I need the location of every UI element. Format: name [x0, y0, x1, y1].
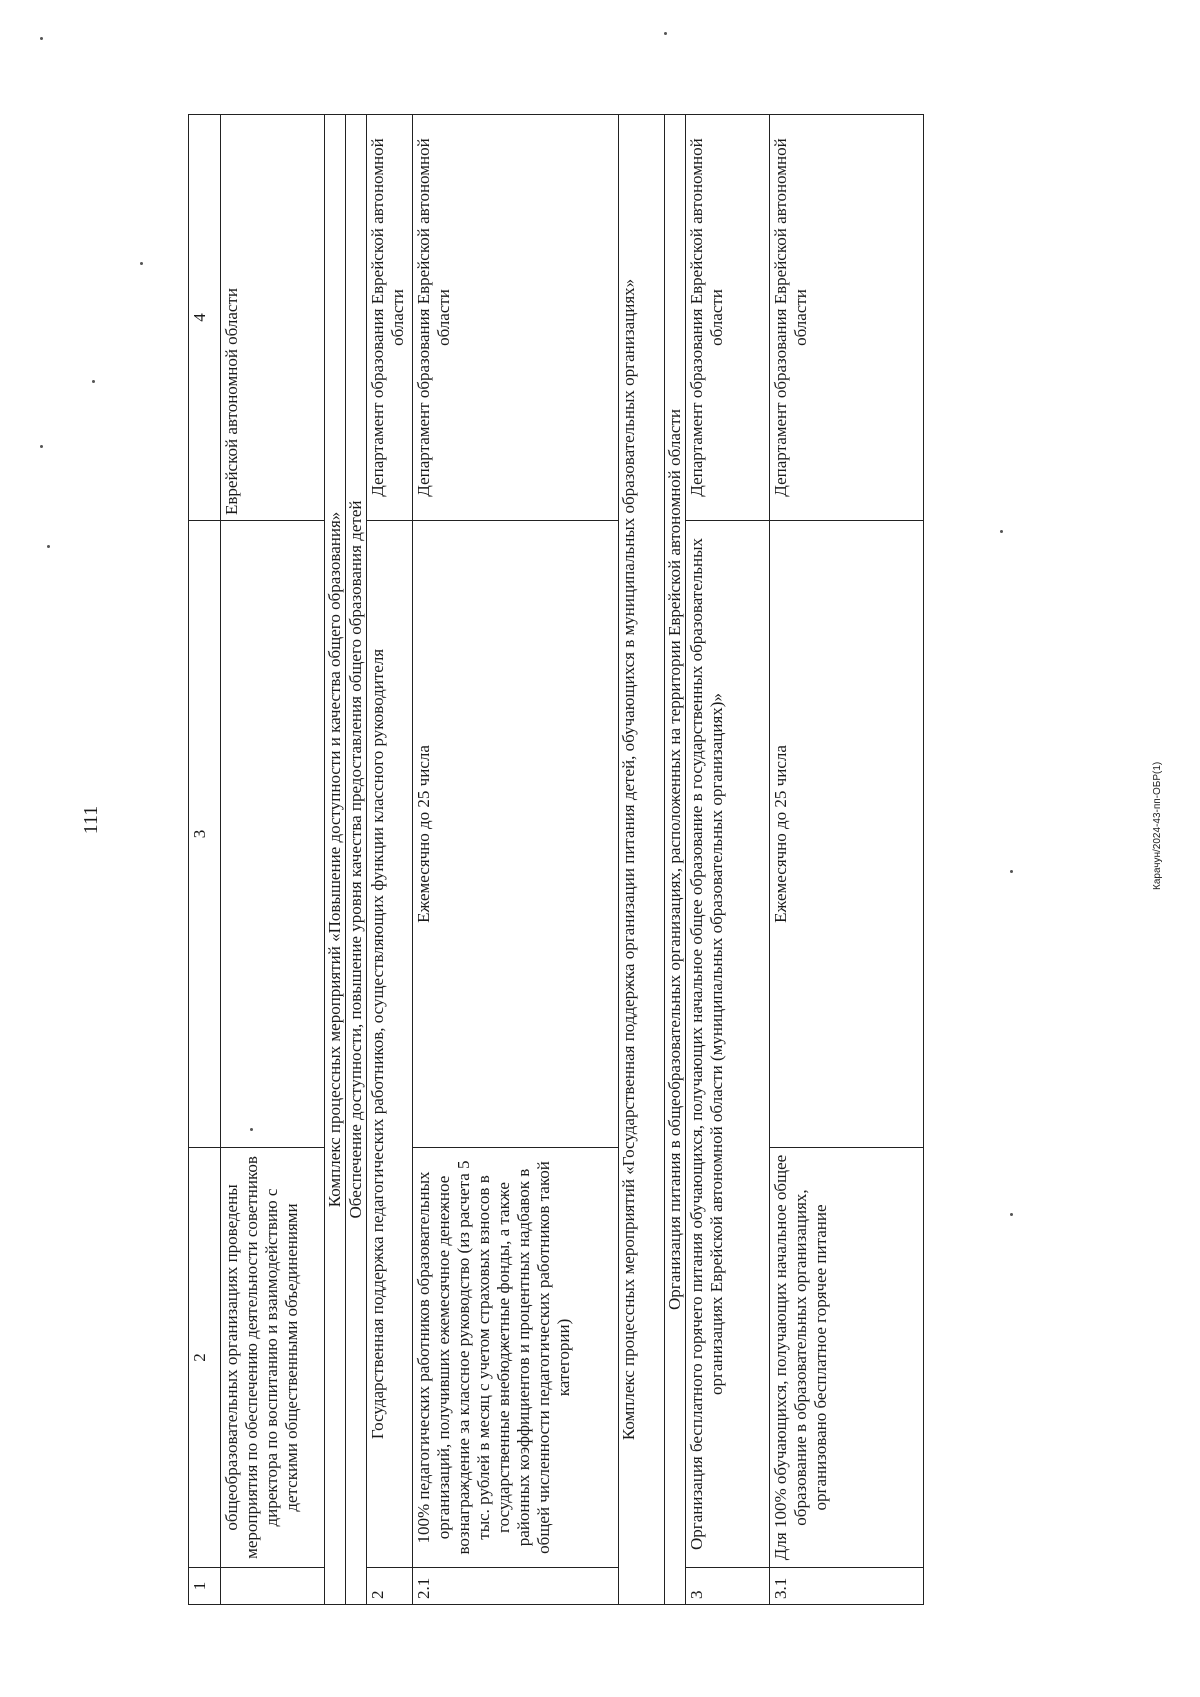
page-number: 111: [80, 805, 102, 835]
scan-speck: [1010, 870, 1013, 873]
rotated-table-wrapper: [188, 115, 920, 1605]
scan-speck: [140, 262, 143, 265]
scan-speck: [664, 32, 667, 35]
row-responsible: Департамент образования Еврейской автономной области: [686, 115, 770, 521]
row-description: 100% педагогических работников образовательных организаций, получивших ежемесячное денежное вознаграждение за классное руководство (из расчета 5 тыс. рублей в месяц с учетом страховых взносов в государственные внебюджетные фонды, а также районных коэффициентов и процентных надбавок в общей численности педагогических работников такой категории): [413, 1148, 619, 1568]
scan-speck: [40, 445, 43, 448]
header-col-1: 1: [189, 1568, 221, 1605]
section-row: [619, 115, 665, 1605]
section-title: Комплекс процессных мероприятий «Повышение доступности и качества общего образования»: [325, 115, 346, 1605]
scan-speck: [1000, 530, 1003, 533]
header-col-2: 2: [189, 1148, 221, 1568]
scan-speck: [92, 380, 95, 383]
subsection-row: [346, 115, 367, 1605]
document-code: Карачун/2024-43-пп-ОБР(1): [1152, 761, 1163, 890]
row-number: 3.1: [770, 1568, 924, 1605]
row-number: [221, 1568, 325, 1605]
row-number: 2: [367, 1568, 413, 1605]
scan-speck: [47, 545, 50, 548]
row-number: 2.1: [413, 1568, 619, 1605]
subsection-title: Обеспечение доступности, повышение уровня качества предоставления общего образования детей: [346, 115, 367, 1605]
header-row: [189, 115, 221, 1605]
scan-speck: [1010, 1213, 1013, 1216]
row-responsible: Департамент образования Еврейской автономной области: [367, 115, 413, 521]
table-row-3: [686, 115, 770, 1605]
table-row-3-1: [770, 115, 924, 1605]
row-responsible: Еврейской автономной области: [221, 115, 325, 521]
row-description: Для 100% обучающихся, получающих начальное общее образование в образовательных организациях, организовано бесплатное горячее питание: [770, 1148, 924, 1568]
section-title: Комплекс процессных мероприятий «Государственная поддержка организации питания детей, обучающихся в муниципальных образовательных организациях»: [619, 115, 665, 1605]
row-responsible: Департамент образования Еврейской автономной области: [770, 115, 924, 521]
row-deadline: Ежемесячно до 25 числа: [413, 521, 619, 1148]
scan-speck: [40, 37, 43, 40]
row-deadline: Ежемесячно до 25 числа: [770, 521, 924, 1148]
section-row: [325, 115, 346, 1605]
table-row-2: [367, 115, 413, 1605]
header-col-3: 3: [189, 521, 221, 1148]
row-responsible: Департамент образования Еврейской автономной области: [413, 115, 619, 521]
table-row-continuation: [221, 115, 325, 1605]
events-table: [188, 114, 924, 1605]
row-description: Государственная поддержка педагогических работников, осуществляющих функции классного руководителя: [367, 521, 413, 1568]
subsection-title: Организация питания в общеобразовательных организациях, расположенных на территории Еврейской автономной области: [665, 115, 686, 1605]
row-description: общеобразовательных организациях проведены мероприятия по обеспечению деятельности советников директора по воспитанию и взаимодействию с детскими общественными объединениями: [221, 1148, 325, 1568]
row-description: Организация бесплатного горячего питания обучающихся, получающих начальное общее образование в государственных образовательных организациях Еврейской автономной области (муниципальных образовательных организациях)»: [686, 521, 770, 1568]
row-deadline: [221, 521, 325, 1148]
subsection-row: [665, 115, 686, 1605]
header-col-4: 4: [189, 115, 221, 521]
row-number: 3: [686, 1568, 770, 1605]
table-row-2-1: [413, 115, 619, 1605]
